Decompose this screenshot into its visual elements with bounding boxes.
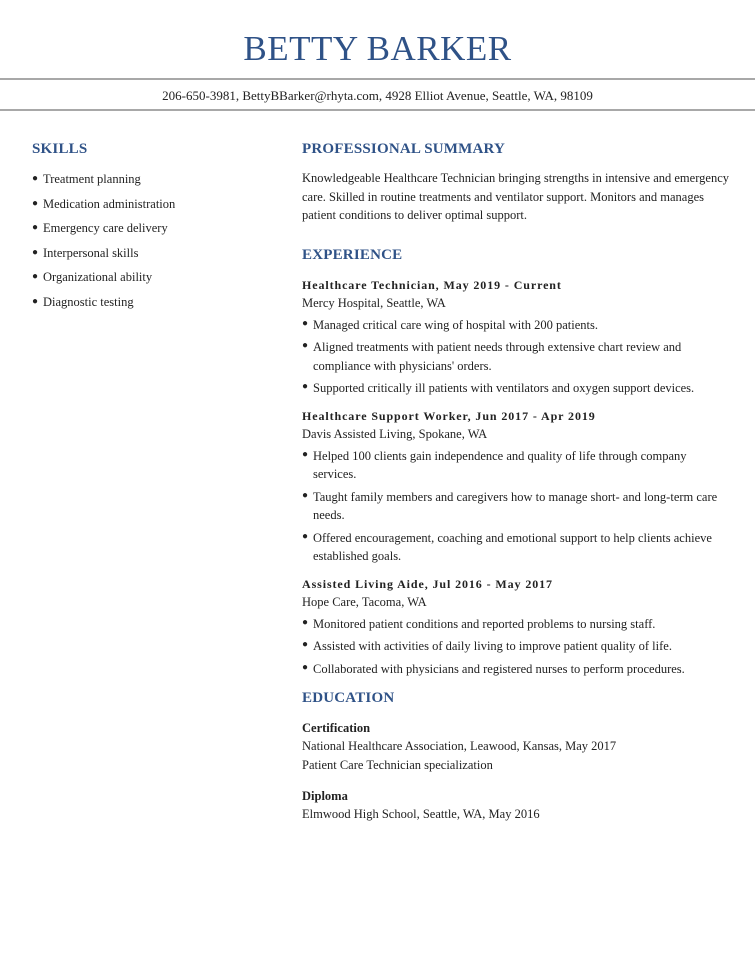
job-title: Healthcare Support Worker, Jun 2017 - Apr 2019 [302, 408, 596, 423]
job-bullet [302, 529, 732, 566]
experience-heading: EXPERIENCE [302, 246, 403, 263]
header-top-divider [0, 78, 755, 80]
skill-item [32, 171, 272, 187]
job-bullet [302, 488, 732, 525]
skill-label: Treatment planning [43, 172, 141, 186]
skill-label: Emergency care delivery [43, 221, 168, 236]
job-title: Assisted Living Aide, Jul 2016 - May 2017 [302, 576, 553, 591]
job-employer: Hope Care, Tacoma, WA [302, 594, 427, 609]
left-column [32, 139, 272, 319]
job-bullets [302, 447, 732, 566]
job-bullet-text: Managed critical care wing of hospital with 200 patients. [313, 317, 598, 332]
job-bullet-text: Helped 100 clients gain independence and quality of life through company services. [313, 448, 687, 481]
job-bullet [302, 379, 732, 398]
right-column [302, 139, 732, 824]
bullet-icon: ● [32, 222, 39, 234]
bullet-icon: ● [32, 246, 39, 258]
bullet-icon: ● [302, 489, 309, 501]
bullet-icon: ● [32, 271, 39, 283]
skill-item [32, 269, 272, 285]
skill-label: Medication administration [43, 196, 176, 211]
skill-item [32, 245, 272, 261]
job-employer: Mercy Hospital, Seattle, WA [302, 295, 446, 310]
job-bullet-text: Supported critically ill patients with ventilators and oxygen support devices. [313, 381, 695, 395]
skill-item [32, 196, 272, 212]
job-title: Healthcare Technician, May 2019 - Current [302, 277, 562, 292]
education-entry [302, 787, 732, 824]
bullet-icon: ● [302, 448, 309, 460]
education-detail: Patient Care Technician specialization [302, 757, 493, 772]
education-heading: EDUCATION [302, 690, 395, 706]
education-detail: National Healthcare Association, Leawood, Kansas, May 2017 [302, 739, 617, 753]
bullet-icon: ● [32, 295, 39, 307]
experience-entry [302, 277, 732, 398]
bullet-icon: ● [302, 639, 309, 650]
job-bullet-text: Collaborated with physicians and registered nurses to perform procedures. [313, 661, 685, 676]
job-bullet-text: Aligned treatments with patient needs through extensive chart review and compliance with physicians' orders. [313, 340, 682, 373]
contact-line: 206-650-3981, BettyBBarker@rhyta.com, 4928 Elliot Avenue, Seattle, WA, 98109 [162, 88, 593, 103]
job-bullets [302, 615, 732, 679]
skill-item [32, 220, 272, 236]
education-title: Certification [302, 721, 371, 735]
bullet-icon: ● [32, 197, 39, 209]
skills-heading: SKILLS [32, 141, 88, 157]
bullet-icon: ● [302, 317, 309, 329]
job-bullet [302, 615, 732, 634]
job-bullet [302, 660, 732, 679]
skill-label: Diagnostic testing [43, 294, 134, 309]
bullet-icon: ● [302, 530, 309, 542]
skill-label: Organizational ability [43, 270, 153, 285]
header-bottom-divider [0, 109, 755, 111]
experience-entry [302, 576, 732, 679]
bullet-icon: ● [302, 616, 309, 628]
job-bullet [302, 447, 732, 484]
candidate-name: BETTY BARKER [243, 29, 512, 68]
skill-item [32, 294, 272, 310]
job-bullet [302, 338, 732, 375]
education-detail: Elmwood High School, Seattle, WA, May 2016 [302, 807, 540, 821]
summary-text: Knowledgeable Healthcare Technician bringing strengths in intensive and emergency care. Skilled in routine treatments and ventilator support. Monitors and manages patient conditions to deliver optimal support. [302, 171, 729, 222]
job-bullet-text: Offered encouragement, coaching and emotional support to help clients achieve established goals. [313, 530, 712, 563]
job-bullets [302, 316, 732, 398]
bullet-icon: ● [32, 173, 39, 184]
skill-label: Interpersonal skills [43, 245, 139, 260]
skills-list [32, 171, 272, 310]
job-bullet-text: Assisted with activities of daily living to improve patient quality of life. [313, 639, 672, 653]
job-employer: Davis Assisted Living, Spokane, WA [302, 426, 488, 441]
experience-entry [302, 408, 732, 566]
job-bullet-text: Monitored patient conditions and reported problems to nursing staff. [313, 616, 656, 631]
job-bullet-text: Taught family members and caregivers how to manage short- and long-term care needs. [313, 489, 718, 522]
bullet-icon: ● [302, 661, 309, 673]
bullet-icon: ● [302, 340, 309, 351]
job-bullet [302, 637, 732, 656]
education-title: Diploma [302, 789, 348, 803]
bullet-icon: ● [302, 381, 309, 392]
education-entry [302, 719, 732, 774]
summary-heading: PROFESSIONAL SUMMARY [302, 141, 506, 157]
job-bullet [302, 316, 732, 335]
